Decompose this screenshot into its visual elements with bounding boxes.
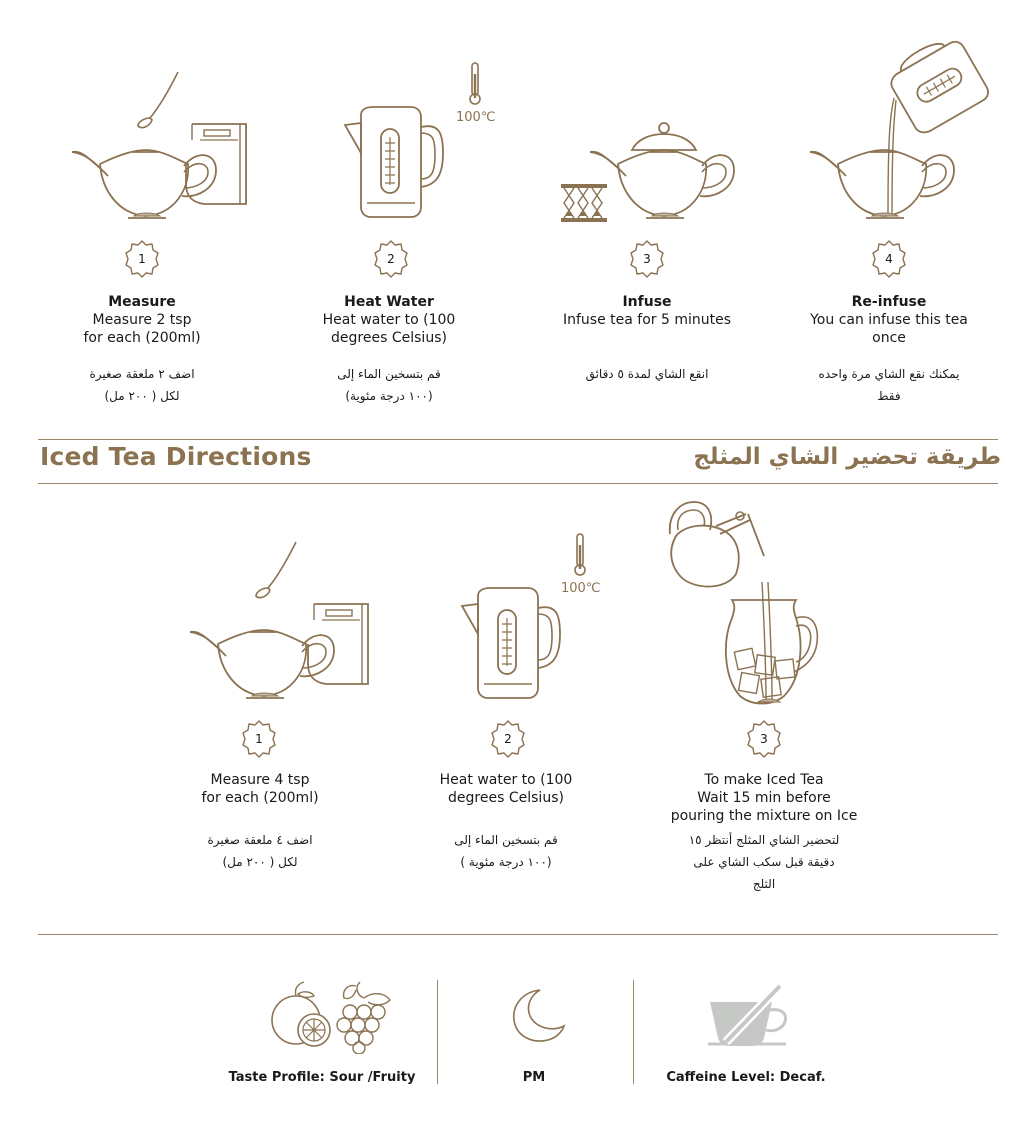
step-description: Heat water to (100 [322,312,456,328]
step-description: for each (200ml) [201,790,319,806]
divider [633,980,634,1084]
divider [38,483,998,484]
step-description: To make Iced Tea [704,772,824,788]
lidded-teapot-icon [588,120,738,222]
step-arabic: اضف ٤ ملعقة صغيرة [207,833,313,847]
time-of-day-label: PM [522,1070,546,1085]
step-description: pouring the mixture on Ice [670,808,858,824]
pitcher-with-ice-icon [722,582,822,708]
kettle-icon [343,103,453,223]
iced-heading-arabic: طريقة تحضير الشاي المثلج [693,444,1001,470]
step-number-badge: 4 [869,239,909,279]
step-description: degrees Celsius) [448,790,564,806]
step-arabic: دقيقة قبل سكب الشاي على [693,855,835,869]
step-description: once [872,330,906,346]
temperature-label: 100℃ [561,581,601,596]
caffeine-level-label: Caffeine Level: Decaf. [666,1070,826,1085]
divider [437,980,438,1084]
step-description: Wait 15 min before [697,790,831,806]
step-arabic: قم بتسخين الماء إلى [337,367,441,381]
step-arabic: (١٠٠ درجة مئوية ) [460,855,552,869]
step-arabic: اضف ٢ ملعقة صغيرة [89,367,195,381]
step-arabic: لكل ( ٢٠٠ مل) [104,389,180,403]
spoon-icon [134,70,180,130]
step-title: Re-infuse [851,294,927,310]
spoon-icon [252,540,298,600]
kettle-icon [460,584,570,704]
hot-step-3 [527,293,767,385]
step-description: Heat water to (100 [439,772,573,788]
step-number-badge: 2 [488,719,528,759]
fruit-icon [268,978,398,1054]
step-arabic: قم بتسخين الماء إلى [454,833,558,847]
step-description: You can infuse this tea [810,312,968,328]
thermometer-icon [573,533,587,577]
temperature-label: 100℃ [456,110,496,125]
teapot-icon [808,142,958,222]
iced-heading-english: Iced Tea Directions [40,442,312,471]
step-number-badge: 2 [371,239,411,279]
step-title: Heat Water [344,294,434,310]
step-description: Infuse tea for 5 minutes [562,312,732,328]
thermometer-icon [468,62,482,106]
step-arabic: الثلج [752,877,776,891]
step-description: Measure 4 tsp [210,772,310,788]
iced-step-3 [644,771,884,895]
iced-step-1 [140,771,380,873]
step-number-badge: 1 [239,719,279,759]
step-number-badge: 3 [627,239,667,279]
step-description: degrees Celsius) [331,330,447,346]
step-number-badge: 1 [122,239,162,279]
step-description: for each (200ml) [83,330,201,346]
teapot-icon [70,142,220,222]
hot-step-1 [22,293,262,407]
iced-step-2 [386,771,626,873]
hot-step-4 [769,293,1009,407]
hot-step-2 [269,293,509,407]
divider [38,934,998,935]
step-arabic: لكل ( ٢٠٠ مل) [222,855,298,869]
teapot-icon [188,622,338,702]
pouring-teapot-icon [666,494,776,594]
step-arabic: يمكنك نقع الشاي مرة واحده [818,367,960,381]
step-description: Measure 2 tsp [92,312,192,328]
divider [38,439,998,440]
step-arabic: فقط [877,389,901,403]
step-arabic: لتحضير الشاي المثلج أنتظر ١٥ [688,833,840,847]
step-title: Infuse [622,294,672,310]
pouring-kettle-icon [886,40,996,140]
taste-profile-label: Taste Profile: Sour /Fruity [228,1070,416,1085]
step-arabic: (١٠٠ درجة مئوية) [345,389,433,403]
moon-icon [510,986,566,1046]
step-arabic: انقع الشاي لمدة ٥ دقائق [585,367,709,381]
decaf-cup-icon [706,982,796,1052]
step-title: Measure [108,294,176,310]
step-number-badge: 3 [744,719,784,759]
